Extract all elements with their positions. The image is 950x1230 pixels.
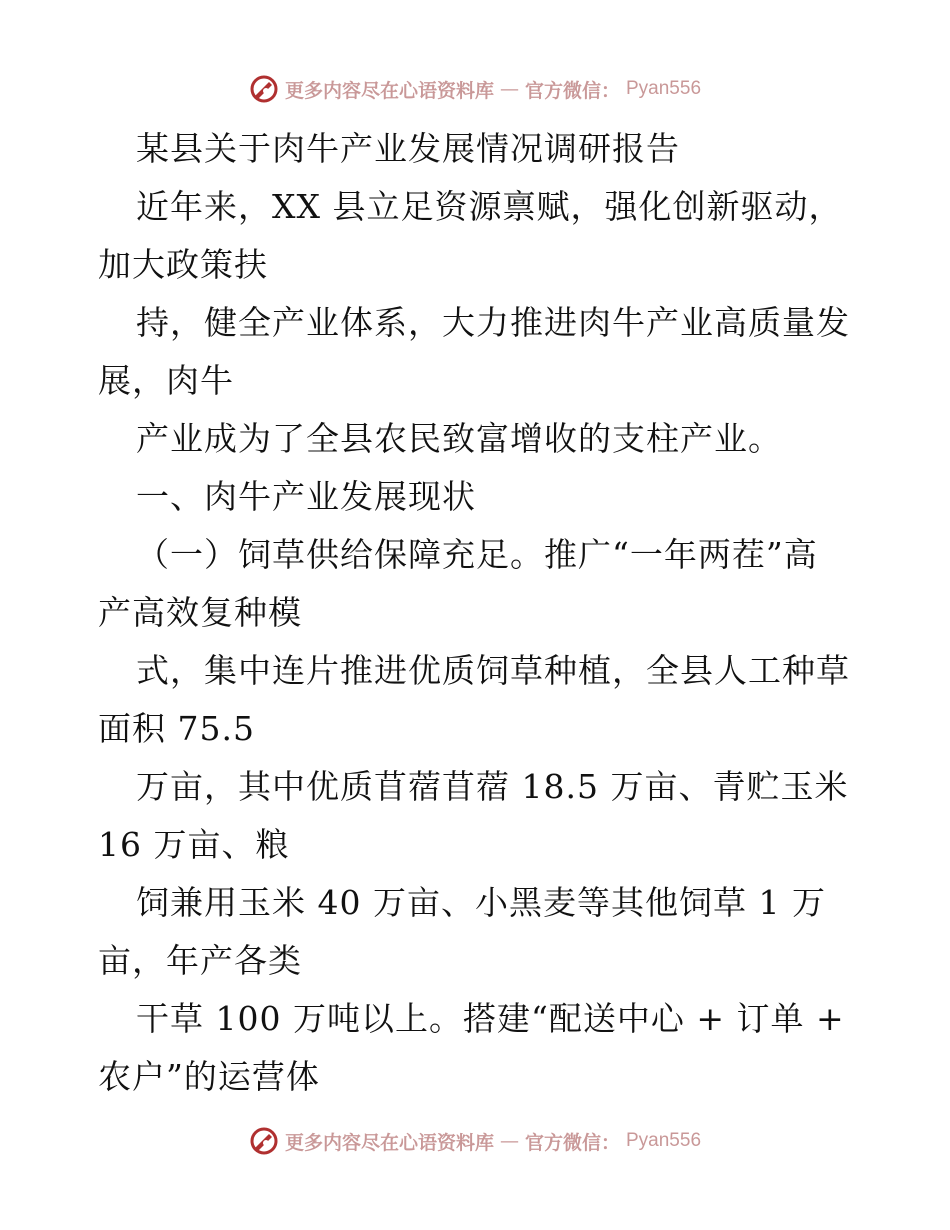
paragraph-line: 面积 75.5 <box>98 709 255 748</box>
watermark-separator: — <box>499 78 519 100</box>
paragraph-line: （一）饲草供给保障充足。推广“一年两茬”高 <box>136 535 818 574</box>
watermark-separator: — <box>499 1130 519 1152</box>
paragraph-line: 万亩，其中优质苜蓿苜蓿 18.5 万亩、青贮玉米 <box>136 767 849 806</box>
watermark-wechat-label: 官方微信： <box>524 79 620 102</box>
pen-circle-logo-icon <box>249 1126 279 1156</box>
paragraph-line: 产业成为了全县农民致富增收的支柱产业。 <box>136 419 782 458</box>
watermark-site-text: 更多内容尽在心语资料库 <box>284 1131 494 1154</box>
watermark-wechat-id: Pyan556 <box>626 1130 702 1151</box>
footer-watermark <box>0 1124 950 1158</box>
section-heading: 一、肉牛产业发展现状 <box>136 477 476 516</box>
paragraph-line: 展，肉牛 <box>98 361 234 400</box>
document-title: 某县关于肉牛产业发展情况调研报告 <box>136 129 680 168</box>
paragraph-line: 近年来，XX 县立足资源禀赋，强化创新驱动， <box>136 187 843 226</box>
paragraph-line: 加大政策扶 <box>98 245 268 284</box>
paragraph-line: 16 万亩、粮 <box>98 825 290 864</box>
paragraph-line: 亩，年产各类 <box>98 941 302 980</box>
paragraph-line: 式，集中连片推进优质饲草种植，全县人工种草 <box>136 651 850 690</box>
paragraph-line: 农户”的运营体 <box>98 1057 320 1096</box>
watermark-wechat-id: Pyan556 <box>626 78 702 99</box>
watermark-wechat-label: 官方微信： <box>524 1131 620 1154</box>
paragraph-line: 持，健全产业体系，大力推进肉牛产业高质量发 <box>136 303 850 342</box>
watermark-site-text: 更多内容尽在心语资料库 <box>284 79 494 102</box>
paragraph-line: 饲兼用玉米 40 万亩、小黑麦等其他饲草 1 万 <box>136 883 826 922</box>
paragraph-line: 产高效复种模 <box>98 593 302 632</box>
document-body <box>98 120 858 1106</box>
pen-circle-logo-icon <box>249 74 279 104</box>
paragraph-line: 干草 100 万吨以上。搭建“配送中心 + 订单 + <box>136 999 845 1038</box>
header-watermark <box>0 72 950 106</box>
